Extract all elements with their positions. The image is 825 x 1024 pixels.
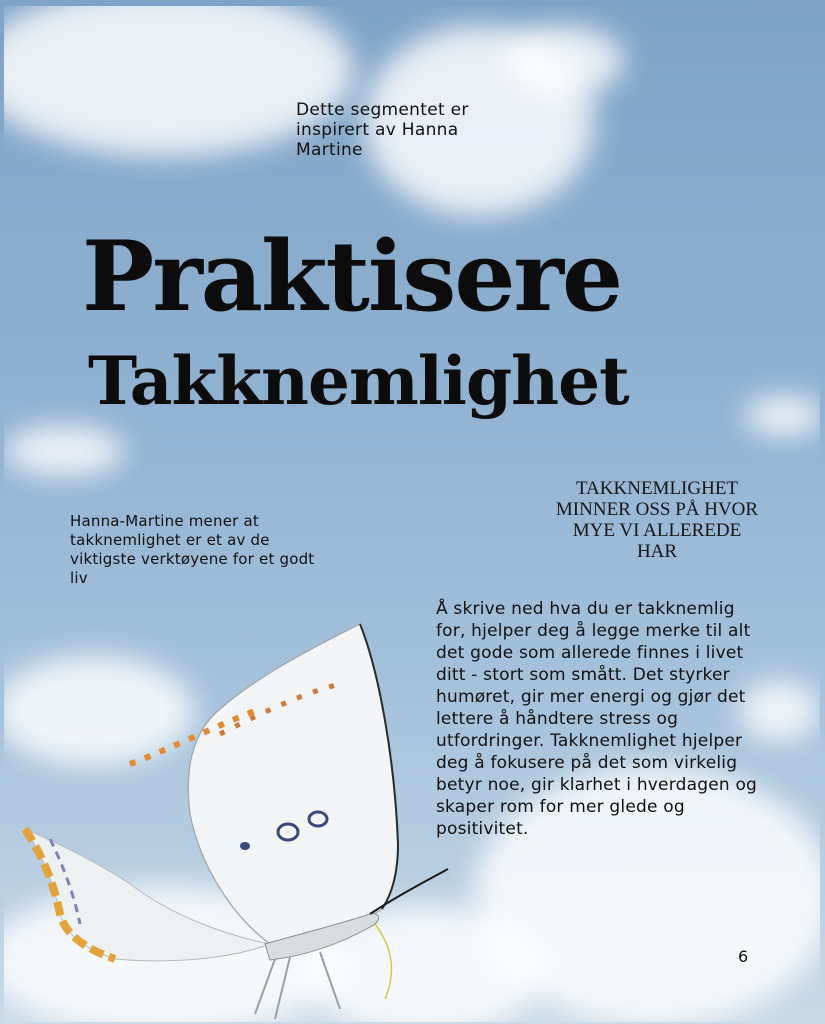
cloud-left-mid bbox=[4, 426, 124, 476]
butterfly-eyespot-3 bbox=[240, 842, 250, 850]
body-text: Å skrive ned hva du er takknemlig for, hjelper deg å legge merke til alt det gode som allerede finnes i livet ditt - stort som smått. Det styrker humøret, gir mer energi og gjør det lettere å håndtere stress og utfordringer. Takknemlighet hjelper deg å fokusere på det som virkelig betyr noe, gir klarhet i hverdagen og skaper rom for mer glede og positivitet. bbox=[436, 599, 758, 839]
intro-text: Dette segmentet er inspirert av Hanna Martine bbox=[296, 100, 469, 160]
page-number: 6 bbox=[738, 947, 749, 966]
butterfly-forewing bbox=[188, 624, 398, 944]
page-title: Praktisere bbox=[82, 220, 622, 333]
butterfly-proboscis bbox=[375, 924, 392, 999]
pull-quote: TAKKNEMLIGHET MINNER OSS PÅ HVOR MYE VI ALLEREDE HAR bbox=[555, 478, 759, 562]
page-subtitle: Takknemlighet bbox=[88, 342, 629, 420]
butterfly-illustration bbox=[20, 614, 450, 1024]
cloud-top-right bbox=[504, 26, 624, 96]
butterfly-legs bbox=[255, 952, 340, 1019]
side-text: Hanna-Martine mener at takknemlighet er et av de viktigste verktøyene for et godt liv bbox=[70, 512, 315, 587]
